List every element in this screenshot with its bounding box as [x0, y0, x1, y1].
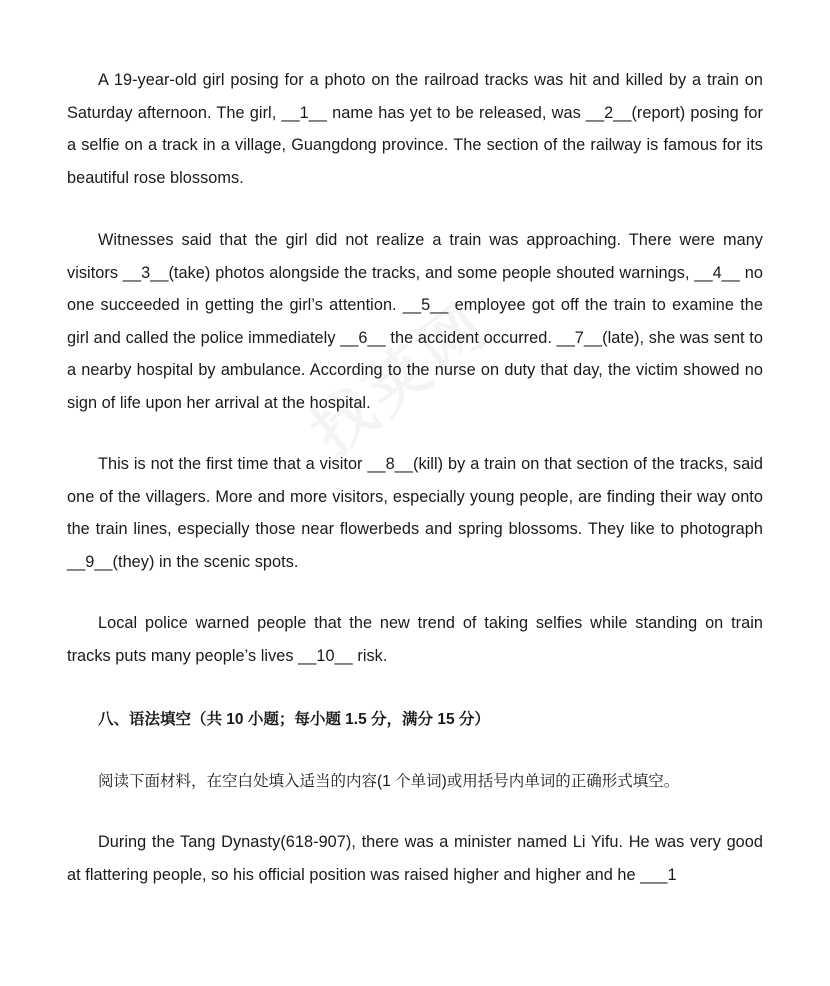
- section-heading: 八、语法填空（共 10 小题；每小题 1.5 分，满分 15 分）: [98, 711, 490, 728]
- passage1-paragraph-3: This is not the first time that a visitor __8__(kill) by a train on that section of the tracks, said one of the villagers. More and more visitors, especially young people, are finding their way onto the train lines, especially those near flowerbeds and spring blossoms. They like to photograph __9__(they) in the scenic spots.: [67, 455, 763, 571]
- passage1-paragraph-1: A 19-year-old girl posing for a photo on the railroad tracks was hit and killed by a train on Saturday afternoon. The girl, __1__ name has yet to be released, was __2__(report) posing for a selfie on a track in a village, Guangdong province. The section of the railway is famous for its beautiful rose blossoms.: [67, 71, 763, 187]
- passage1-paragraph-4: Local police warned people that the new trend of taking selfies while standing on train tracks puts many people’s lives __10__ risk.: [67, 614, 763, 665]
- section-instruction: 阅读下面材料，在空白处填入适当的内容(1 个单词)或用括号内单词的正确形式填空。: [98, 773, 680, 790]
- passage1-paragraph-2: Witnesses said that the girl did not realize a train was approaching. There were many visitors __3__(take) photos alongside the tracks, and some people shouted warnings, __4__ no one succeeded in getting the girl’s attention. __5__ employee got off the train to examine the girl and called the police immediately __6__ the accident occurred. __7__(late), she was sent to a nearby hospital by ambulance. According to the nurse on duty that day, the victim showed no sign of life upon her arrival at the hospital.: [67, 231, 763, 412]
- section8-paragraph-1: During the Tang Dynasty(618-907), there was a minister named Li Yifu. He was very good at flattering people, so his official position was raised higher and higher and he ___1: [67, 833, 763, 884]
